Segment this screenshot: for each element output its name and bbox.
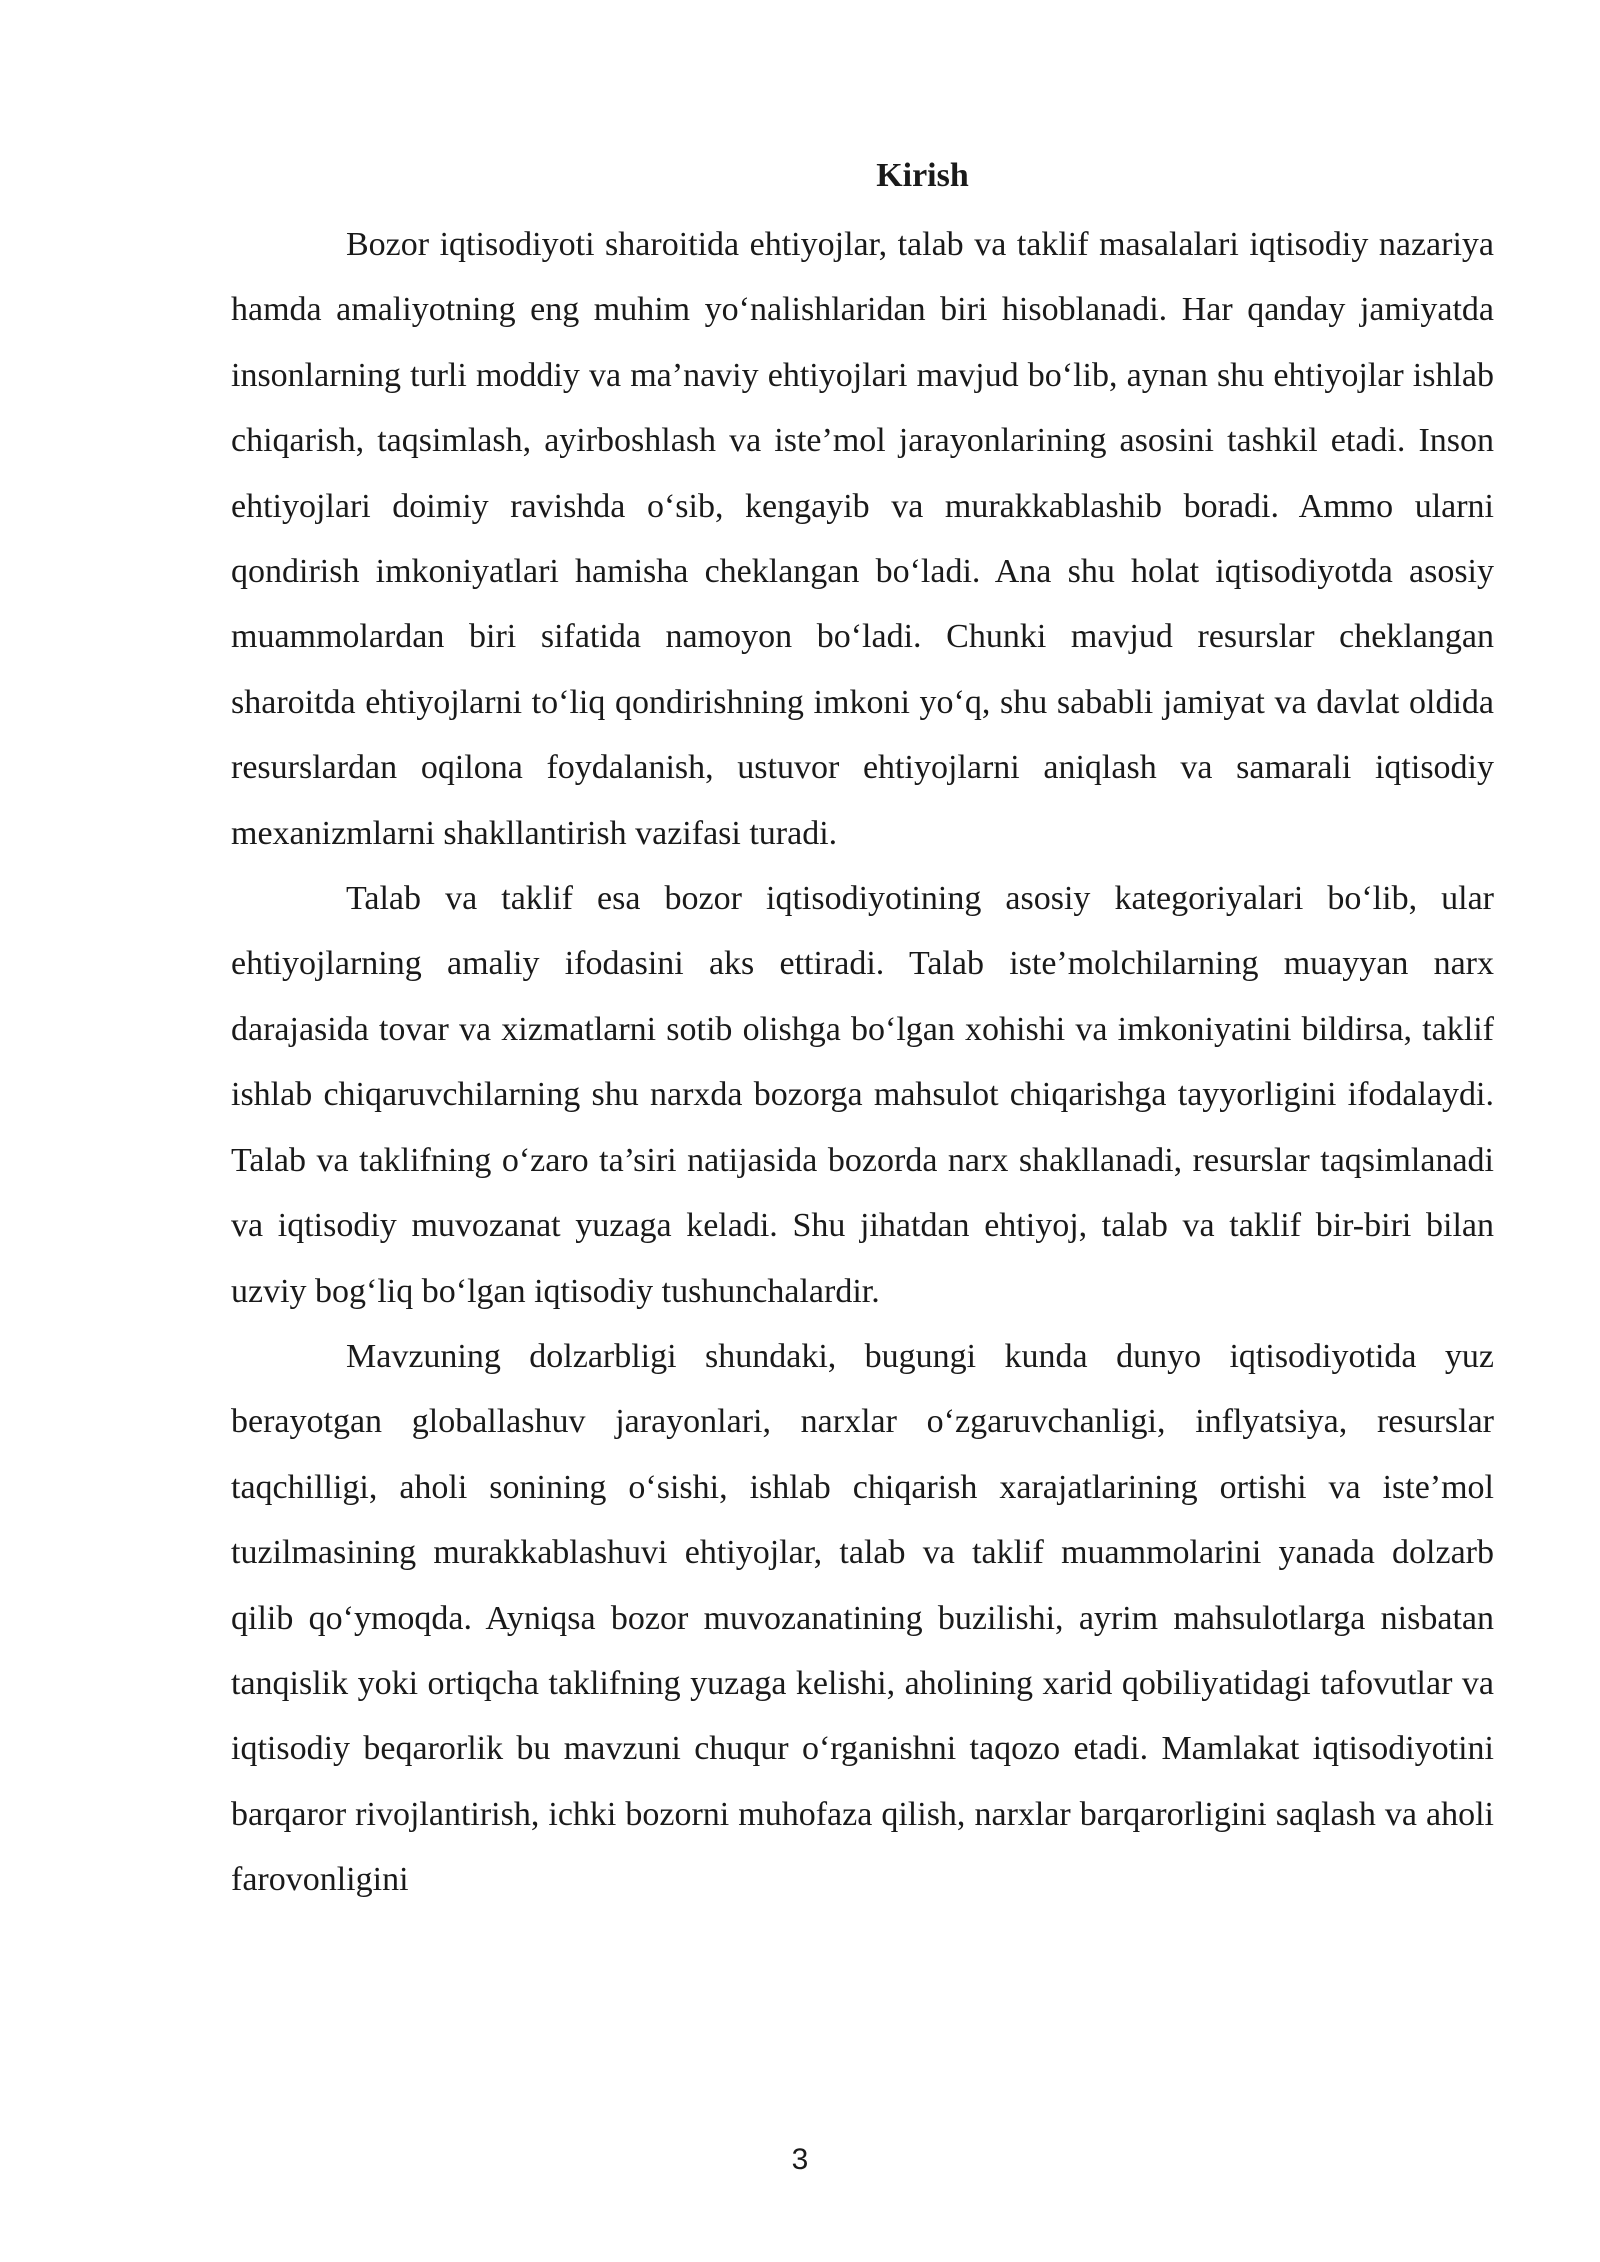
paragraph-2: Talab va taklif esa bozor iqtisodiyotining asosiy kategoriyalari bo‘lib, ular ehtiyojlarning amaliy ifodasini aks ettiradi. Talab iste’molchilarning muayyan narx darajasida tovar va xizmatlarni sotib olishga bo‘lgan xohishi va imkoniyatini bildirsa, taklif ishlab chiqaruvchilarning shu narxda bozorga mahsulot chiqarishga tayyorligini ifodalaydi. Talab va taklifning o‘zaro ta’siri natijasida bozorda narx shakllanadi, resurslar taqsimlanadi va iqtisodiy muvozanat yuzaga keladi. Shu jihatdan ehtiyoj, talab va taklif bir-biri bilan uzviy bog‘liq bo‘lgan iqtisodiy tushunchalardir. [231,880,1494,1310]
paragraph-3: Mavzuning dolzarbligi shundaki, bugungi kunda dunyo iqtisodiyotida yuz berayotgan globallashuv jarayonlari, narxlar o‘zgaruvchanligi, inflyatsiya, resurslar taqchilligi, aholi sonining o‘sishi, ishlab chiqarish xarajatlarining ortishi va iste’mol tuzilmasining murakkablashuvi ehtiyojlar, talab va taklif muammolarini yanada dolzarb qilib qo‘ymoqda. Ayniqsa bozor muvozanatining buzilishi, ayrim mahsulotlarga nisbatan tanqislik yoki ortiqcha taklifning yuzaga kelishi, aholining xarid qobiliyatidagi tafovutlar va iqtisodiy beqarorlik bu mavzuni chuqur o‘rganishni taqozo etadi. Mamlakat iqtisodiyotini barqaror rivojlantirish, ichki bozorni muhofaza qilish, narxlar barqarorligini saqlash va aholi farovonligini [231,1337,1494,1899]
paragraph-1: Bozor iqtisodiyoti sharoitida ehtiyojlar, talab va taklif masalalari iqtisodiy nazariya hamda amaliyotning eng muhim yo‘nalishlaridan biri hisoblanadi. Har qanday jamiyatda insonlarning turli moddiy va ma’naviy ehtiyojlari mavjud bo‘lib, aynan shu ehtiyojlar ishlab chiqarish, taqsimlash, ayirboshlash va iste’mol jarayonlarining asosini tashkil etadi. Inson ehtiyojlari doimiy ravishda o‘sib, kengayib va murakkablashib boradi. Ammo ularni qondirish imkoniyatlari hamisha cheklangan bo‘ladi. Ana shu holat iqtisodiyotda asosiy muammolardan biri sifatida namoyon bo‘ladi. Chunki mavjud resurslar cheklangan sharoitda ehtiyojlarni to‘liq qondirishning imkoni yo‘q, shu sababli jamiyat va davlat oldida resurslardan oqilona foydalanish, ustuvor ehtiyojlarni aniqlash va samarali iqtisodiy mexanizmlarni shakllantirish vazifasi turadi. [231,226,1494,852]
section-title: Kirish [876,157,969,194]
page-content [231,148,1494,1913]
page-number: 3 [791,2143,809,2176]
